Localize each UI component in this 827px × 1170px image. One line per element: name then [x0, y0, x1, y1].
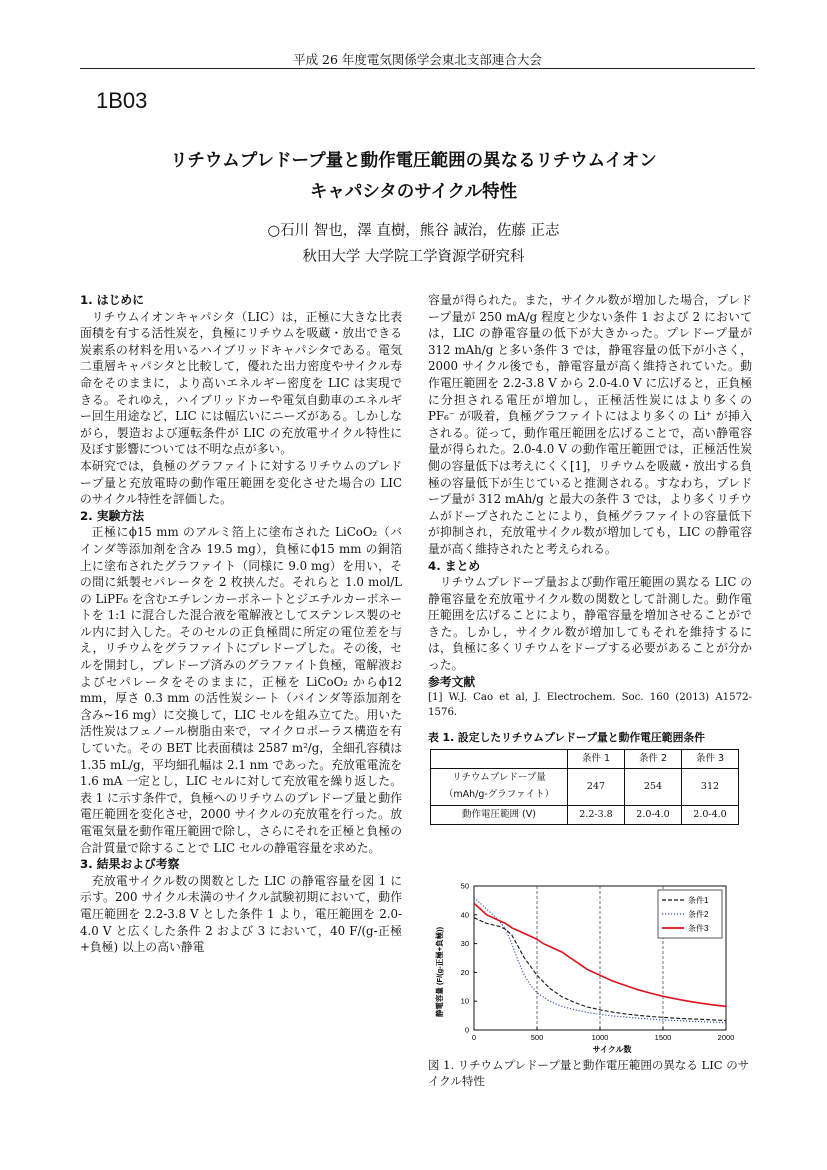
table-caption: 表 1. 設定したリチウムプレドープ量と動作電圧範囲条件 [428, 731, 705, 745]
paper-id: 1B03 [96, 88, 148, 113]
left-column [80, 292, 402, 956]
table-row [431, 805, 739, 825]
results-paragraph: 充放電サイクル数の関数とした LIC の静電容量を図 1 に示す。200 サイクル未満のサイクル試験初期において，動作電圧範囲を 2.2-3.8 V とした条件 1 より，電圧範囲を 2.0-4.0 V と広くした条件 2 および 3 において，40 F/(g-正極+負極) 以上の高い静電 [80, 873, 402, 955]
results-paragraph-continued: 容量が得られた。また，サイクル数が増加した場合，プレドープ量が 250 mA/g 程度と少ない条件 1 および 2 においては，LIC の静電容量の低下が大きかった。プレドープ量が 312 mAh/g と多い条件 3 では，静電容量の低下が小さく，2000 サイクル後でも，静電容量が高く維持されていた。動作電圧範囲を 2.2-3.8 V から 2.0-4.0 V に広げると，正負極に分担される電圧が増加し，正極活性炭にはより多くの PF₆⁻ が吸着，負極グラファイトにはより多くの Li⁺ が挿入される。従って，動作電圧範囲を広げることで，高い静電容量が得られた。2.0-4.0 V の動作電圧範囲では，正極活性炭側の容量低下は考えにくく[1]，リチウムを吸蔵・放出する負極の容量低下が生じていると推測される。すなわち，プレドープ量が 312 mAh/g と最大の条件 3 では，より多くリチウムがドープされたことにより，負極グラファイトの容量低下が抑制され，充放電サイクル数が増加しても，LIC の静電容量が高く維持されたと考えられる。 [428, 293, 752, 556]
running-header: 平成 26 年度電気関係学会東北支部連合大会 [293, 52, 542, 67]
table-cell: 254 [625, 769, 682, 805]
table-cell: 2.2-3.8 [568, 805, 625, 825]
table-row-label: 動作電圧範囲 (V) [431, 805, 568, 825]
chart-y-tick-label: 50 [460, 881, 469, 891]
chart-legend-label: 条件2 [688, 910, 709, 919]
table-row [431, 769, 739, 805]
table-cell: 312 [682, 769, 739, 805]
table-cell: 2.0-4.0 [625, 805, 682, 825]
section-heading-results: 3. 結果および考察 [80, 857, 180, 872]
section-heading-summary: 4. まとめ [428, 558, 481, 573]
header-rule [80, 68, 755, 69]
table-header-cell: 条件 3 [682, 749, 739, 769]
chart-y-tick-label: 20 [460, 967, 469, 977]
chart-x-axis-label: サイクル数 [592, 1045, 632, 1054]
table-header-cell [431, 749, 568, 769]
paper-title-line1: リチウムプレドープ量と動作電圧範囲の異なるリチウムイオン [170, 151, 657, 171]
chart-y-tick-label: 0 [464, 1025, 469, 1035]
chart-y-tick-label: 10 [460, 996, 469, 1006]
chart-y-tick-label: 40 [460, 910, 469, 920]
chart-legend-label: 条件3 [688, 924, 709, 933]
chart-x-tick-label: 1000 [591, 1033, 609, 1042]
right-column [428, 292, 752, 825]
chart-x-tick-label: 500 [530, 1033, 544, 1042]
intro-paragraph-2: 本研究では，負極のグラファイトに対するリチウムのプレドープ量と充放電時の動作電圧範囲を変化させた場合の LIC のサイクル特性を評価した。 [80, 458, 402, 507]
cycle-chart [428, 874, 752, 1054]
table-header-row [431, 749, 739, 769]
affiliation: 秋田大学 大学院工学資源学研究科 [302, 249, 525, 265]
table-header-cell: 条件 1 [568, 749, 625, 769]
table-cell: 2.0-4.0 [682, 805, 739, 825]
table-cell: 247 [568, 769, 625, 805]
summary-paragraph: リチウムプレドープ量および動作電圧範囲の異なる LIC の静電容量を充放電サイクル数の関数として計測した。動作電圧範囲を広げることにより，静電容量を増加させることができた。しかし，サイクル数が増加してもそれを維持するには，負極に多くリチウムをドープする必要があることが分かった。 [428, 575, 752, 673]
chart-y-axis-label: 静電容量 (F/(g-正極+負極)) [435, 926, 444, 1018]
chart-y-tick-label: 30 [460, 939, 469, 949]
figure-caption: 図 1. リチウムプレドープ量と動作電圧範囲の異なる LIC のサイクル特性 [428, 1058, 750, 1088]
author-list: ○石川 智也，澤 直樹，熊谷 誠治，佐藤 正志 [267, 223, 560, 239]
methods-paragraph: 正極にϕ15 mm のアルミ箔上に塗布された LiCoO₂（バインダ等添加剤を含み 19.5 mg），負極にϕ15 mm の銅箔上に塗布されたグラファイト（同様に 9.0 mg）を用い，その間に紙製セパレータを 2 枚挟んだ。それらと 1.0 mol/L の LiPF₆ を含むエチレンカーボネートとジエチルカーボネートを 1:1 に混合した混合液を電解液としてステンレス製のセル内に封入した。そのセルの正負極間に所定の電位差を与え，リチウムをグラファイトにプレドープした。その後，セルを開封し，プレドープ済みのグラファイト負極，電解液およびセパレータをそのままに，正極を LiCoO₂ からϕ12 mm，厚さ 0.3 mm の活性炭シート（バインダ等添加剤を含み~16 mg）に交換して，LIC セルを組み立てた。用いた活性炭はフェノール樹脂由来で，マイクロポーラス構造を有していた。その BET 比表面積は 2587 m²/g，全細孔容積は 1.35 mL/g，平均細孔幅は 2.1 nm であった。充放電電流を 1.6 mA 一定とし，LIC セルに対して充放電を繰り返した。表 1 に示す条件で，負極へのリチウムのプレドープ量と動作電圧範囲を変化させ，2000 サイクルの充放電を行った。放電電気量を動作電圧範囲で除し，さらにそれを正極と負極の合計質量で除することで LIC セルの静電容量を求めた。 [80, 525, 402, 855]
paper-title-line2: キャパシタのサイクル特性 [309, 182, 518, 202]
table-header-cell: 条件 2 [625, 749, 682, 769]
chart-x-tick-label: 0 [471, 1033, 477, 1042]
chart-x-tick-label: 2000 [717, 1033, 735, 1042]
table-row-label: リチウムプレドープ量（mAh/g-グラファイト） [431, 769, 568, 805]
intro-paragraph: リチウムイオンキャパシタ（LIC）は，正極に大きな比表面積を有する活性炭を，負極にリチウムを吸蔵・放出できる炭素系の材料を用いるハイブリッドキャパシタである。電気二重層キャパシタと比較して，優れた出力密度やサイクル寿命をそのままに，より高いエネルギー密度を LIC は実現できる。それゆえ，ハイブリッドカーや電気自動車のエネルギー回生用途など，LIC には幅広いにニーズがある。しかしながら，製造および運転条件が LIC の充放電サイクル特性に及ぼす影響については不明な点が多い。 [80, 309, 402, 457]
chart-x-tick-label: 1500 [654, 1033, 672, 1042]
reference-item: [1] W.J. Cao et al, J. Electrochem. Soc. 160 (2013) A1572-1576. [428, 692, 752, 719]
section-heading-methods: 2. 実験方法 [80, 508, 144, 523]
chart-legend-label: 条件1 [688, 896, 709, 905]
section-heading-references: 参考文献 [428, 674, 476, 689]
section-heading-intro: 1. はじめに [80, 293, 144, 307]
condition-table [430, 749, 739, 825]
